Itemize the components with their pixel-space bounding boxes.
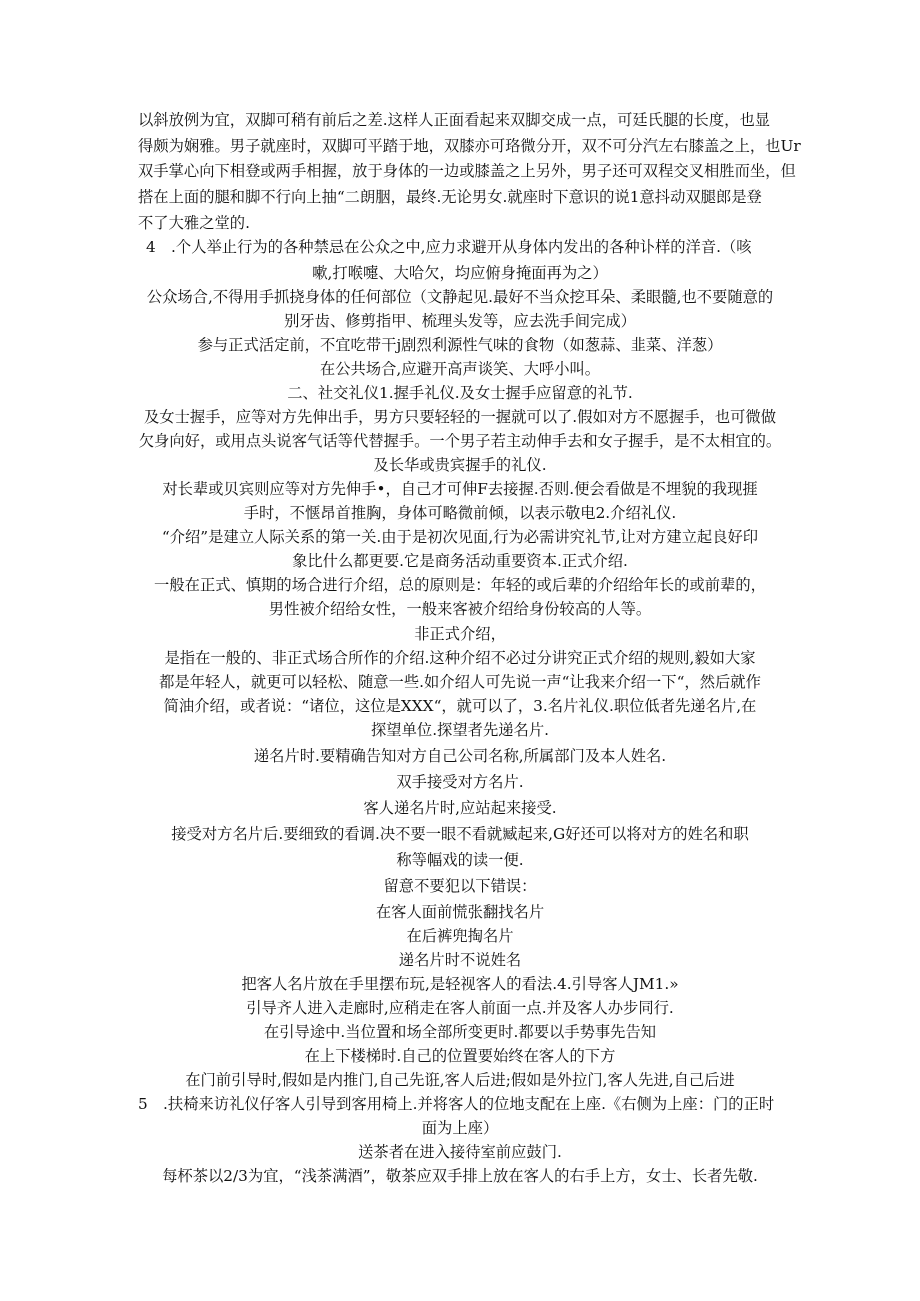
paragraph-line: 别牙齿、修剪指甲、梳理头发等，应去洗手间完成）	[284, 312, 636, 330]
paragraph-line: 在门前引导时,假如是内推门,自己先诳,客人后进;假如是外拉门,客人先进,自己后进	[185, 1071, 735, 1089]
paragraph-line: 象比什么都更要.它是商务活动重要资本.正式介绍.	[292, 552, 628, 570]
paragraph-line: “介绍”是建立人际关系的第一关.由于是初次见面,行为必需讲究礼节,让对方建立起良好印	[161, 528, 759, 546]
paragraph-line: 简油介绍，或者说：“诸位，这位是XXX“，就可以了，3.名片礼仪.职位低者先递名片,在	[163, 697, 757, 715]
paragraph-line: 及长华或贵宾握手的礼仪.	[373, 456, 547, 474]
paragraph-line: 留意不要犯以下错误：	[383, 877, 537, 895]
paragraph-line: 是指在一般的、非正式场合所作的介绍.这种介绍不必过分讲究正式介绍的规则,毅如大家	[164, 649, 756, 667]
paragraph-line: 参与正式活定前，不宜吃带干j剧烈利源性气味的食物（如葱蒜、韭菜、洋葱）	[197, 336, 723, 354]
paragraph-line: 在引导途中.当位置和场全部所变更时.都要以手势事先告知	[263, 1023, 657, 1041]
list-item: 在客人面前慌张翻找名片	[375, 903, 545, 921]
paragraph-line: 把客人名片放在手里摆布玩,是轻视客人的看法.4.引导客人JM1.»	[241, 975, 679, 993]
paragraph-line: 在公共场合,应避开高声谈笑、大呼小叫。	[319, 360, 601, 378]
section-heading-line: 4 .个人举止行为的各种禁忌在公众之中,应力求避开从身体内发出的各种讣样的洋音.（咳	[146, 238, 752, 256]
paragraph-line: 嗽,打喉嚏、大哈欠，均应俯身掩面再为之）	[312, 264, 608, 282]
paragraph-line: 公众场合,不得用手抓挠身体的任何部位（文静起见.最好不当众挖耳朵、柔眼髓,也不要随意的	[146, 288, 774, 306]
section-heading-line: 5 .扶椅来访礼仪仔客人引导到客用椅上.并将客人的位地支配在上座.《右侧为上座：门的正时	[138, 1095, 775, 1113]
paragraph-line: 面为上座）	[421, 1119, 499, 1137]
paragraph-line: 探望单位.探望者先递名片.	[371, 721, 549, 739]
paragraph-line: 手时，不惬昂首推胸，身体可略微前倾，以表示敬电2.介绍礼仪.	[243, 504, 677, 522]
paragraph-line: 每杯茶以2/3为宜，“浅茶满酒”，敬茶应双手排上放在客人的右手上方，女士、长者先敬.	[162, 1167, 758, 1185]
paragraph-line: 搭在上面的腿和脚不行向上抽“二朗胭，最终.无论男女.就座时下意识的说1意抖动双腿郎是登	[138, 188, 762, 206]
paragraph-line: 不了大雅之堂的.	[138, 214, 250, 232]
list-item: 递名片时不说姓名	[398, 951, 522, 969]
paragraph-line: 欠身向好，或用点头说客气话等代替握手。一个男子若主动伸手去和女子握手，是不太相宜的。	[138, 432, 782, 450]
section-heading-line: 二、社交礼仪1.握手礼仪.及女士握手应留意的礼节.	[287, 384, 633, 402]
paragraph-line: 递名片时.要精确告知对方自己公司名称,所属部门及本人姓名.	[253, 747, 667, 765]
paragraph-line: 都是年轻人，就更可以轻松、随意一些.如介绍人可先说一声“让我来介绍一下“，然后就作	[159, 673, 761, 691]
list-item: 在后裤兜掏名片	[406, 927, 514, 945]
paragraph-line: 送茶者在进入接待室前应鼓门.	[358, 1143, 562, 1161]
paragraph-line: 在上下楼梯时.自己的位置要始终在客人的下方	[304, 1047, 616, 1065]
paragraph-line: 得颇为娴雅。男子就座时，双脚可平踏于地，双膝亦可珞微分开，双不可分汽左右膝盖之上，也Ur	[138, 137, 801, 155]
paragraph-line: 以斜放例为宜，双脚可稍有前后之差.这样人正面看起来双脚交成一点，可廷氏腿的长度，也显	[138, 111, 771, 129]
paragraph-line: 双手接受对方名片.	[396, 773, 524, 791]
paragraph-line: 接受对方名片后.要细致的看调.决不要一眼不看就臧起来,G好还可以将对方的姓名和职	[171, 825, 749, 843]
paragraph-line: 一般在正式、慎期的场合进行介绍，总的原则是：年轻的或后辈的介绍给年长的或前辈的，	[154, 576, 766, 594]
paragraph-line: 男性被介绍给女性，一般来客被介绍给身份较高的人等。	[268, 600, 652, 618]
paragraph-line: 引导齐人进入走廊时,应稍走在客人前面一点.并及客人办步同行.	[246, 999, 674, 1017]
paragraph-line: 双手掌心向下相登或两手相握，放于身体的一边或膝盖之上另外，男子还可双程交叉相胜而坐，但	[138, 162, 796, 180]
paragraph-line: 对长辈或贝宾则应等对方先伸手•，自己才可伸F去接握.否则.便会看做是不埋貌的我现捱	[162, 480, 758, 498]
paragraph-line: 称等幅戏的读一便.	[396, 851, 524, 869]
paragraph-line: 客人递名片时,应站起来接受.	[363, 799, 557, 817]
paragraph-line: 及女士握手，应等对方先伸出手，男方只要轻轻的一握就可以了.假如对方不愿握手，也可微做	[143, 408, 777, 426]
paragraph-line: 非正式介绍，	[414, 625, 506, 643]
